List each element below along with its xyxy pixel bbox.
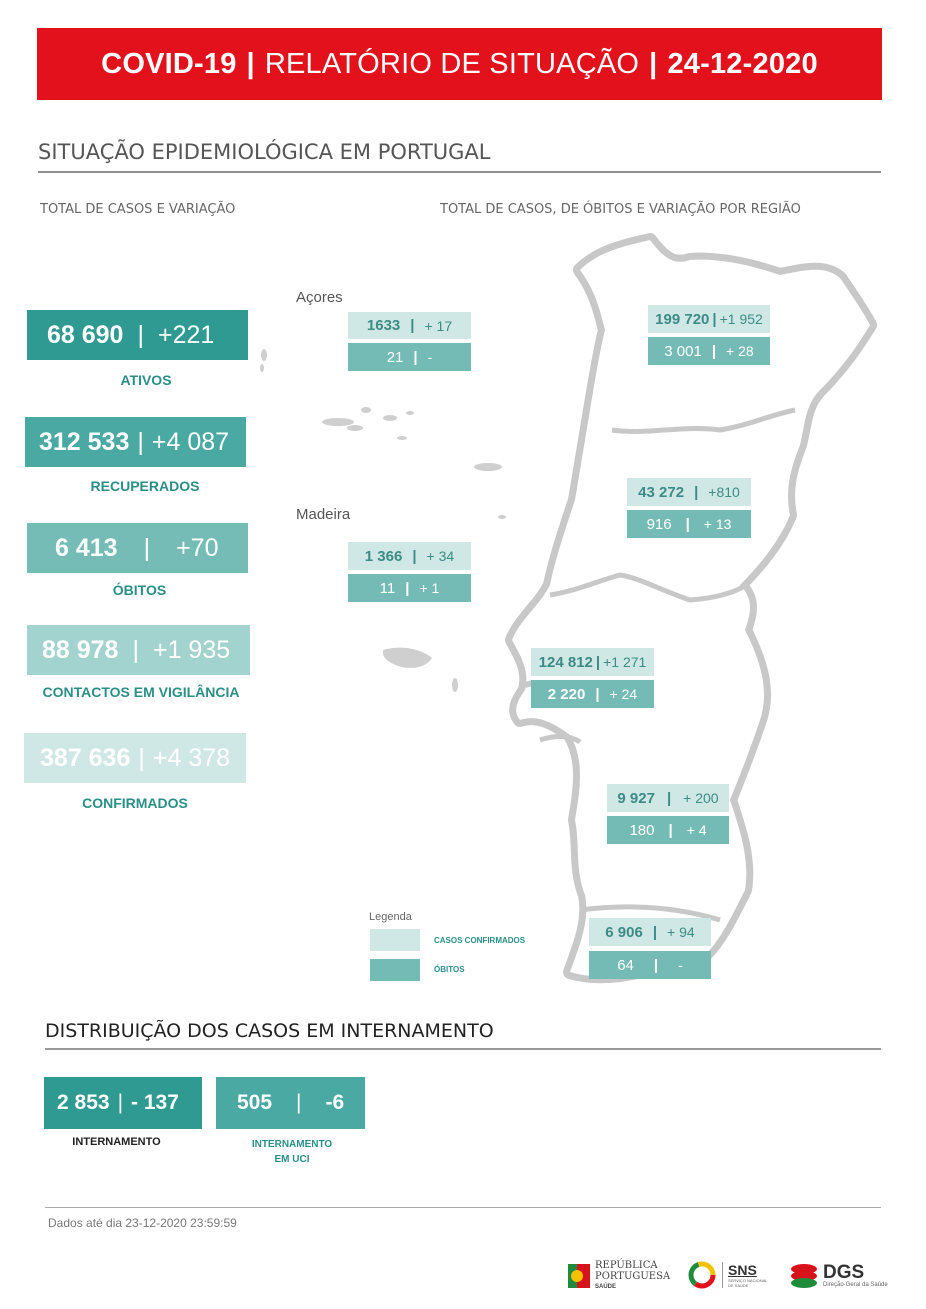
portugal-map xyxy=(250,230,890,1000)
legend-cases-swatch xyxy=(370,929,420,951)
hospitalized-label: INTERNAMENTO xyxy=(72,1136,161,1148)
region-subtitle: TOTAL DE CASOS, DE ÓBITOS E VARIAÇÃO POR REGIÃO xyxy=(440,202,801,217)
kpi-confirmed-box: 387 636 | +4 378 xyxy=(24,733,246,783)
hospitalized-change: - 137 xyxy=(131,1091,179,1114)
icu-label: INTERNAMENTO EM UCI xyxy=(251,1139,333,1165)
kpi-recovered-value: 312 533 xyxy=(39,427,130,456)
azores-label: Açores xyxy=(296,289,343,306)
hospitalized-value: 2 853 xyxy=(57,1091,110,1114)
icu-value: 505 xyxy=(237,1091,273,1114)
republica-portuguesa-emblem-icon xyxy=(568,1262,590,1290)
kpi-deaths-change: +70 xyxy=(176,533,219,562)
region-centro-cases: 43 272 | +810 xyxy=(627,478,751,506)
republica-portuguesa-logo: REPÚBLICA PORTUGUESA SAÚDE xyxy=(568,1258,696,1294)
azores-islands xyxy=(260,349,506,519)
region-algarve-cases: 6 906 | + 94 xyxy=(589,918,711,946)
region-acores-cases: 1633 | + 17 xyxy=(348,312,471,339)
kpi-deaths-value: 6 413 xyxy=(55,533,118,562)
kpi-recovered-label: RECUPERADOS xyxy=(90,478,200,494)
kpi-subtitle: TOTAL DE CASOS E VARIAÇÃO xyxy=(40,202,236,217)
dgs-logo: DGS Direção-Geral da Saúde xyxy=(790,1257,896,1293)
region-lisboa-deaths: 2 220 | + 24 xyxy=(531,680,654,708)
region-boundary-lisboa-alentejo xyxy=(540,736,580,742)
sns-logo: SNS SERVIÇO NACIONAL DE SAÚDE xyxy=(688,1258,778,1292)
madeira-label: Madeira xyxy=(296,506,351,523)
kpi-contacts-value: 88 978 xyxy=(42,635,119,664)
kpi-recovered-change: +4 087 xyxy=(151,427,230,456)
region-norte-cases: 199 720 | +1 952 xyxy=(648,305,770,333)
kpi-recovered-box: 312 533 | +4 087 xyxy=(25,417,246,467)
section-divider xyxy=(38,171,881,173)
region-acores-deaths: 21 | - xyxy=(348,343,471,371)
kpi-active-value: 68 690 xyxy=(47,320,124,349)
legend-deaths-swatch xyxy=(370,959,420,981)
region-madeira-deaths: 11 | + 1 xyxy=(348,574,471,602)
footer-divider xyxy=(45,1207,881,1208)
dgs-emblem-icon xyxy=(790,1262,818,1288)
legend-cases-label: CASOS CONFIRMADOS xyxy=(434,936,526,945)
data-timestamp-note: Dados até dia 23-12-2020 23:59:59 xyxy=(48,1216,237,1230)
kpi-active-change: +221 xyxy=(157,320,215,349)
hospitalized-box: 2 853 | - 137 xyxy=(44,1077,202,1129)
region-alentejo-cases: 9 927 | + 200 xyxy=(607,784,729,812)
hospitalization-divider xyxy=(45,1048,881,1050)
kpi-confirmed-label: CONFIRMADOS xyxy=(82,795,188,811)
region-lisboa-cases: 124 812 | +1 271 xyxy=(531,648,654,676)
region-algarve-deaths: 64 | - xyxy=(589,951,711,979)
icu-change: -6 xyxy=(325,1091,345,1114)
section-epidemiological-title: SITUAÇÃO EPIDEMIOLÓGICA EM PORTUGAL xyxy=(38,140,491,164)
kpi-active-box: 68 690 | +221 xyxy=(27,310,248,360)
kpi-contacts-change: +1 935 xyxy=(152,635,231,664)
kpi-confirmed-change: +4 378 xyxy=(152,743,231,772)
region-norte-deaths: 3 001 | + 28 xyxy=(648,337,770,365)
kpi-contacts-box: 88 978 | +1 935 xyxy=(27,625,250,675)
madeira-islands xyxy=(383,648,458,692)
header-date: 24-12-2020 xyxy=(667,47,818,80)
header-covid: COVID-19 xyxy=(101,47,237,80)
kpi-active-label: ATIVOS xyxy=(120,372,172,388)
legend-deaths-label: ÓBITOS xyxy=(434,965,465,974)
kpi-deaths-label: ÓBITOS xyxy=(112,582,167,598)
region-centro-deaths: 916 | + 13 xyxy=(627,510,751,538)
region-alentejo-deaths: 180 | + 4 xyxy=(607,816,729,844)
kpi-deaths-box: 6 413 | +70 xyxy=(27,523,248,573)
region-madeira-cases: 1 366 | + 34 xyxy=(348,542,471,570)
report-header-banner: COVID-19 | RELATÓRIO DE SITUAÇÃO | 24-12-2020 xyxy=(37,28,882,100)
kpi-confirmed-value: 387 636 xyxy=(40,743,131,772)
hospitalization-section-title: DISTRIBUIÇÃO DOS CASOS EM INTERNAMENTO xyxy=(45,1020,494,1042)
kpi-contacts-label: CONTACTOS EM VIGILÂNCIA xyxy=(42,684,240,700)
sns-ring-icon xyxy=(688,1261,716,1289)
legend-title: Legenda xyxy=(369,911,412,923)
icu-box: 505 | -6 xyxy=(216,1077,365,1129)
header-report-title: RELATÓRIO DE SITUAÇÃO xyxy=(264,47,640,80)
